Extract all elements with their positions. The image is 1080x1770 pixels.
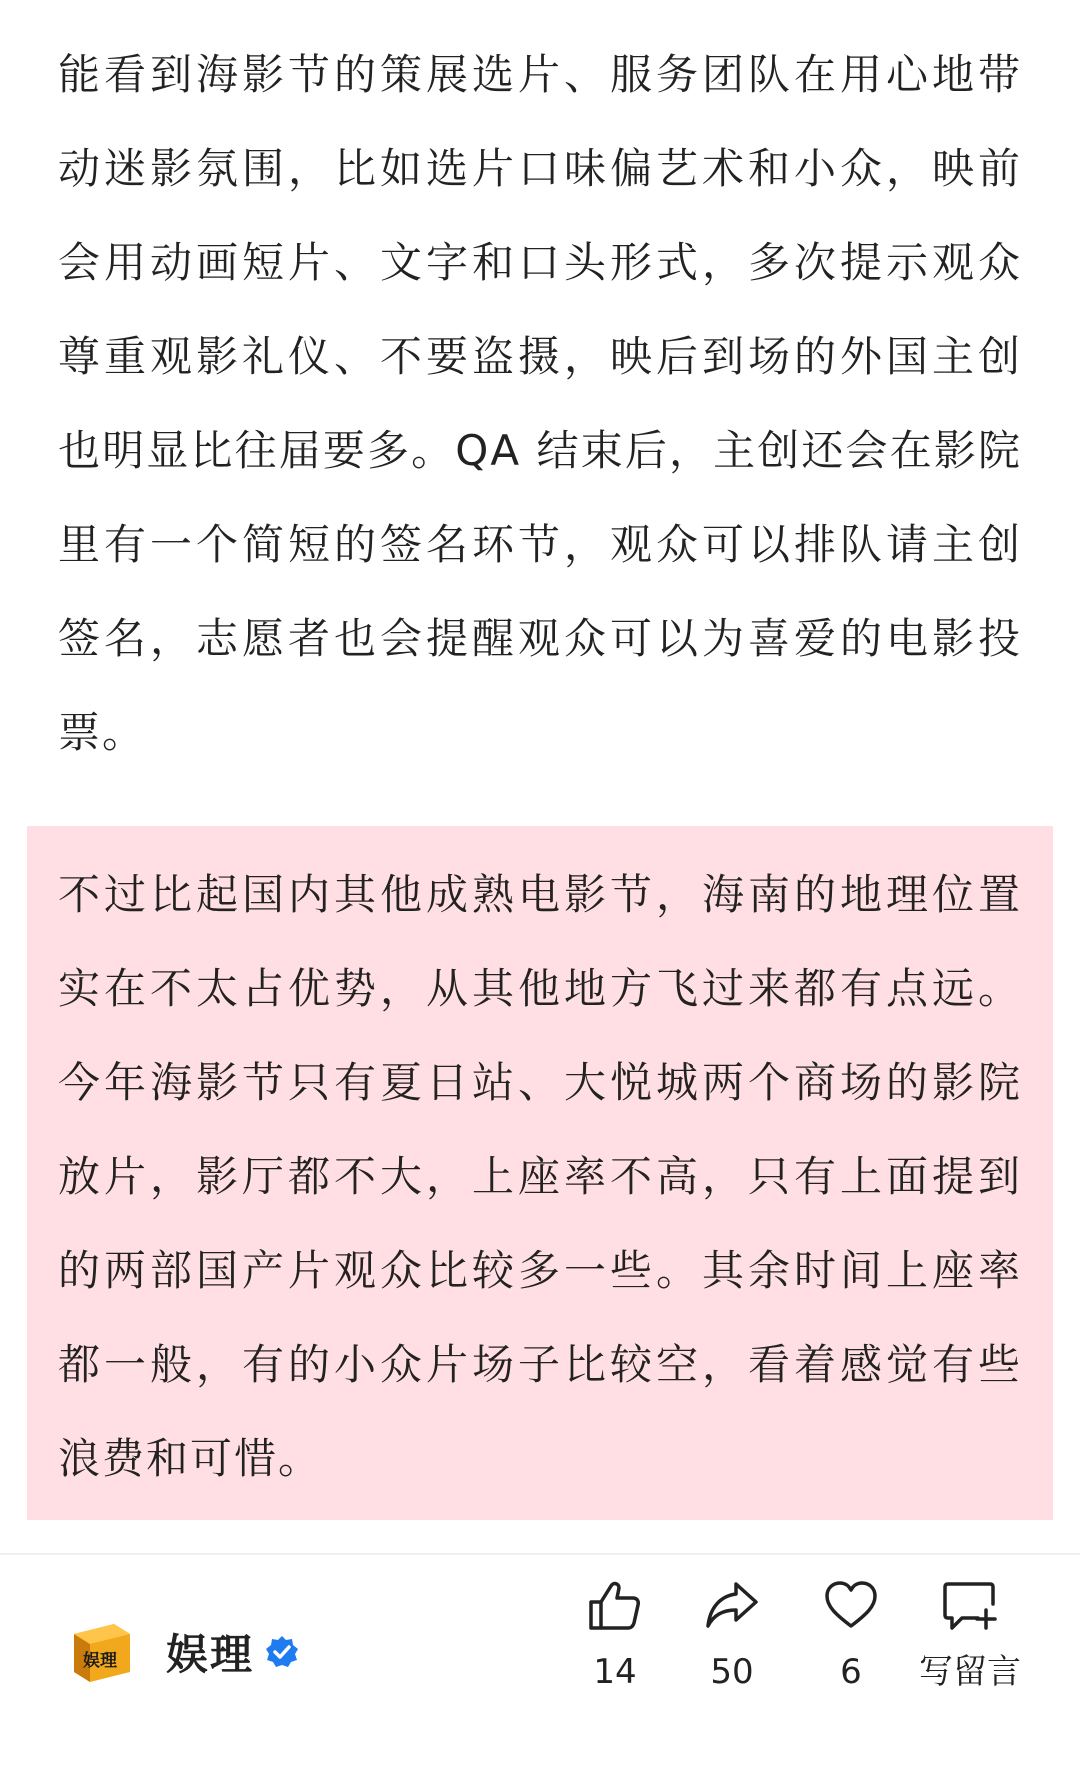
avatar-text: 娱理 (83, 1651, 117, 1671)
favorite-count: 6 (840, 1652, 862, 1692)
verified-badge-icon (264, 1634, 300, 1670)
yuli-logo-icon (70, 1620, 134, 1684)
bottom-action-bar (0, 1556, 1080, 1770)
bottom-divider (0, 1553, 1080, 1555)
comment-add-icon (910, 1578, 1030, 1634)
write-comment-label: 写留言 (919, 1652, 1021, 1692)
like-count: 14 (593, 1652, 637, 1692)
share-arrow-icon (672, 1578, 792, 1634)
write-comment-button[interactable] (910, 1578, 1030, 1728)
thumbs-up-icon (555, 1578, 675, 1634)
favorite-button[interactable] (791, 1578, 911, 1728)
share-count: 50 (710, 1652, 754, 1692)
highlighted-paragraph: 不过比起国内其他成熟电影节，海南的地理位置实在不太占优势，从其他地方飞过来都有点远。今年海影节只有夏日站、大悦城两个商场的影院放片，影厅都不大，上座率不高，只有上面提到的两部国产片观众比较多一些。其余时间上座率都一般，有的小众片场子比较空，看着感觉有些浪费和可惜。 (58, 870, 1022, 1483)
heart-icon (791, 1578, 911, 1634)
share-button[interactable] (672, 1578, 792, 1728)
article-paragraph: 能看到海影节的策展选片、服务团队在用心地带动迷影氛围，比如选片口味偏艺术和小众，映前会用动画短片、文字和口头形式，多次提示观众尊重观影礼仪、不要盗摄，映后到场的外国主创也明显比往届要多。QA 结束后，主创还会在影院里有一个简短的签名环节，观众可以排队请主创签名，志愿者也会提醒观众可以为喜爱的电影投票。 (58, 50, 1022, 757)
author-profile[interactable] (70, 1612, 300, 1692)
author-name: 娱理 (166, 1630, 255, 1679)
like-button[interactable] (555, 1578, 675, 1728)
